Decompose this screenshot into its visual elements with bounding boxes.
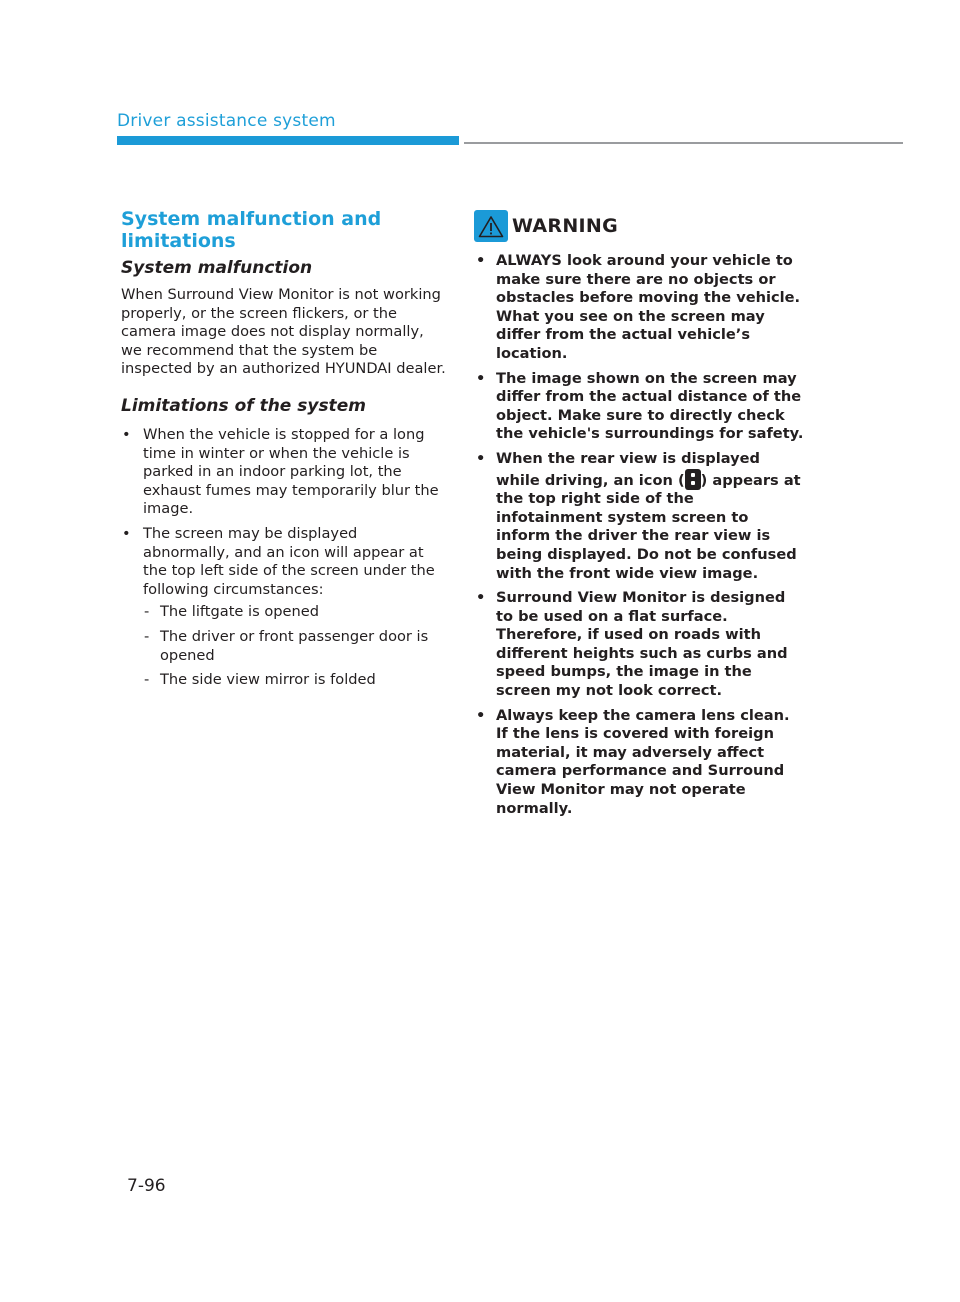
limitations-list [121,426,446,690]
list-item [474,252,804,364]
limitation-text: The screen may be displayed abnormally, and an icon will appear at the top left side of the screen under the following circumstances: [143,524,435,598]
malfunction-paragraph: When Surround View Monitor is not working properly, or the screen flickers, or the camera image does not display normally, we recommend that the system be inspected by an authorized HYUNDAI dealer. [121,286,446,378]
warning-triangle-icon [474,210,508,242]
bullet-icon: • [476,706,486,724]
warning-text-after-icon: ) appears at the top right side of the infotainment system screen to inform the driver the rear view is being displayed. Do not be confused with the front wide view image. [496,471,801,582]
page-number: 7-96 [127,1176,166,1196]
warning-title: WARNING [512,215,619,237]
warning-text: Always keep the camera lens clean. If the lens is covered with foreign material, it may adversely affect camera performance and Surround View Monitor may not operate normally. [496,706,790,817]
header-divider-rule [464,142,903,144]
bullet-icon: • [476,369,486,387]
circumstance-text: The driver or front passenger door is opened [160,627,429,664]
warning-list [474,252,804,818]
circumstances-list [143,603,446,689]
circumstance-text: The side view mirror is folded [160,671,376,689]
dash-icon: - [144,627,150,645]
list-item [474,707,804,819]
limitation-text: When the vehicle is stopped for a long time in winter or when the vehicle is parked in an indoor parking lot, the exhaust fumes may temporarily blur the image. [143,425,439,518]
list-item [121,426,446,519]
bullet-icon: • [476,589,486,607]
list-item [143,628,446,665]
running-header: Driver assistance system [117,111,336,131]
dash-icon: - [144,603,150,621]
limitations-heading: Limitations of the system [121,395,366,416]
warning-text-before-icon: When the rear view is displayed while driving, an icon ( [496,449,761,489]
list-item [474,370,804,444]
malfunction-heading: System malfunction [121,258,313,278]
section-title: System malfunction and limitations [121,208,382,252]
bullet-icon: • [122,425,131,443]
list-item [474,450,804,583]
left-column [121,208,446,696]
rear-view-indicator-icon [685,469,701,490]
list-item [474,589,804,701]
list-item [143,603,446,622]
bullet-icon: • [476,252,486,269]
dash-icon: - [144,671,150,689]
warning-text: Surround View Monitor is designed to be used on a flat surface. Therefore, if used on roads with different heights such as curbs and speed bumps, the image in the screen my not look correct. [496,589,788,700]
warning-text: ALWAYS look around your vehicle to make sure there are no objects or obstacles before moving the vehicle. What you see on the screen may differ from the actual vehicle’s location. [496,252,801,362]
list-item [121,525,446,690]
warning-box [474,210,804,824]
warning-text: The image shown on the screen may differ from the actual distance of the object. Make sure to directly check the vehicle's surroundings for safety. [496,369,804,443]
warning-header [474,210,804,242]
list-item [143,671,446,690]
bullet-icon: • [476,449,486,467]
bullet-icon: • [122,524,131,542]
circumstance-text: The liftgate is opened [160,603,319,621]
header-accent-rule [117,136,459,145]
